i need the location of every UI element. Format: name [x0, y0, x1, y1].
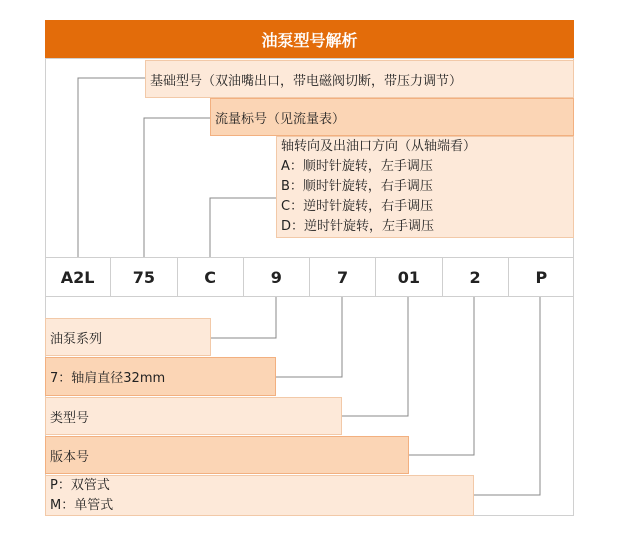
connector-01 — [342, 297, 408, 416]
version-number-text: 版本号 — [50, 449, 90, 465]
pipe-type-double: P：双管式 — [50, 477, 110, 493]
code-segment-a2l: A2L — [60, 267, 95, 287]
page-title: 油泵型号解析 — [45, 20, 574, 58]
pipe-type-single: M：单管式 — [50, 497, 114, 513]
connector-9 — [211, 297, 276, 338]
code-segment-01: 01 — [375, 258, 441, 296]
rotation-option-c: C：逆时针旋转，右手调压 — [281, 199, 434, 214]
rotation-heading: 轴转向及出油口方向（从轴端看） — [281, 139, 477, 154]
code-segment-75: 75 — [110, 258, 176, 296]
code-segment-c: C — [177, 258, 243, 296]
connector-75 — [144, 118, 210, 257]
connector-7 — [276, 297, 342, 377]
rotation-option-b: B：顺时针旋转，右手调压 — [281, 179, 433, 194]
code-segment-p: P — [508, 258, 574, 296]
connector-2 — [409, 297, 474, 455]
type-number-text: 类型号 — [50, 410, 90, 426]
rotation-option-a: A：顺时针旋转，左手调压 — [281, 159, 433, 174]
code-segment-9: 9 — [243, 258, 309, 296]
connector-c — [210, 198, 276, 257]
connector-p — [474, 297, 540, 495]
code-segment-2: 2 — [442, 258, 508, 296]
shoulder-diameter-text: 7：轴肩直径32mm — [50, 371, 166, 386]
rotation-option-d: D：逆时针旋转，左手调压 — [281, 219, 435, 234]
pump-series-text: 油泵系列 — [50, 331, 103, 347]
flow-code-text: 流量标号（见流量表） — [215, 111, 346, 127]
connector-a2l — [78, 78, 145, 257]
basic-model-text: 基础型号（双油嘴出口，带电磁阀切断，带压力调节） — [150, 73, 463, 89]
code-segment-7: 7 — [309, 258, 375, 296]
